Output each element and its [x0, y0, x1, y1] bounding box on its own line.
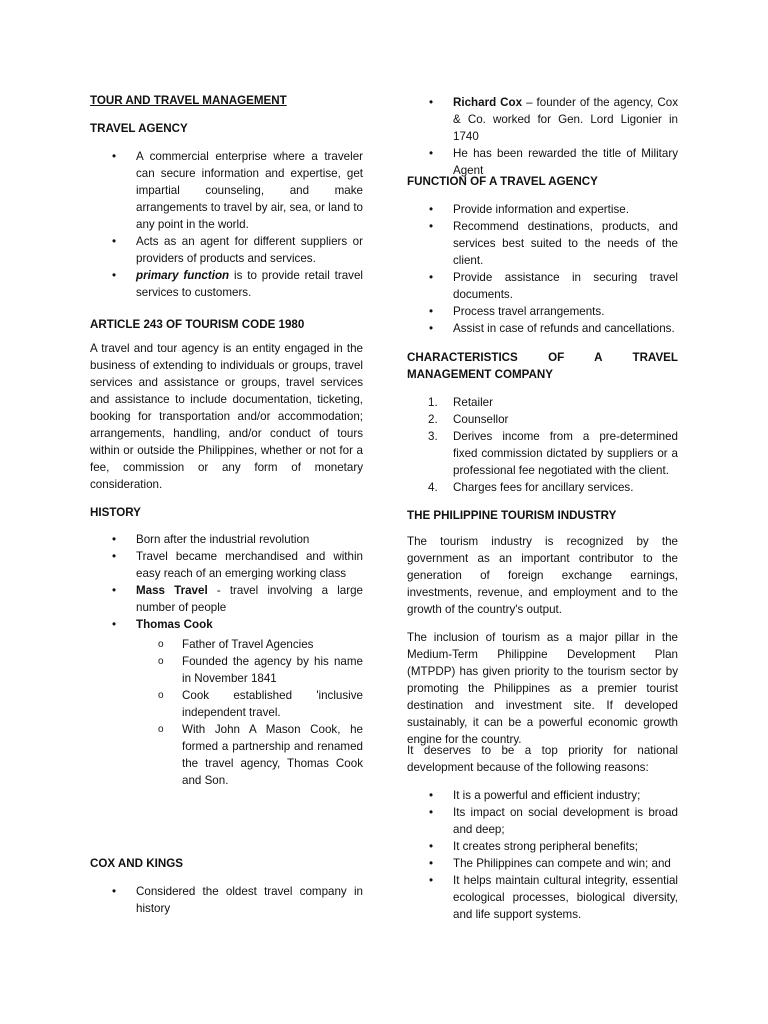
list-item: [407, 411, 678, 428]
list-item-text: Derives income from a pre-determined fixed commission dictated by suppliers or a professional fee negotiated with the client.: [453, 430, 678, 477]
list-item: [90, 616, 363, 633]
list-item: • It helps maintain cultural integrity, essential ecological processes, biological diversity, and life support systems.: [407, 872, 678, 923]
list-number: 1.: [428, 396, 438, 409]
list-number: 4.: [428, 481, 438, 494]
list-item: [407, 479, 678, 496]
list-item: [90, 267, 363, 301]
article-paragraph: A travel and tour agency is an entity engaged in the business of extending to individuals or groups, travel services and assistance or groups, travel services and assistance to include documentation, ticketing, booking for transportation and/or accommodation; arrangements, handling, and/or conduct of tours within or outside the Philippines, whether or not for a fee, commission or any form of monetary consideration.: [90, 342, 363, 491]
list-item-text: is to provide retail travel services to customers.: [136, 269, 363, 299]
list-item-text: Retailer: [453, 396, 493, 409]
sub-list-item: o With John A Mason Cook, he formed a partnership and renamed the travel agency, Thomas Cook and Son.: [136, 721, 363, 789]
sub-list-item: o Father of Travel Agencies: [136, 636, 363, 653]
list-item: • It is a powerful and efficient industry;: [407, 787, 678, 804]
cox-kings-heading: COX AND KINGS: [90, 857, 183, 870]
list-item: • Considered the oldest travel company in history: [90, 883, 363, 917]
reasons-list: [407, 787, 678, 923]
list-item: • It creates strong peripheral benefits;: [407, 838, 678, 855]
function-list: [407, 201, 678, 337]
industry-heading: THE PHILIPPINE TOURISM INDUSTRY: [407, 509, 617, 522]
list-number: 3.: [428, 430, 438, 443]
list-item-text: Counsellor: [453, 413, 509, 426]
document-title: TOUR AND TRAVEL MANAGEMENT: [90, 94, 287, 107]
list-item: • A commercial enterprise where a traveler can secure information and expertise, get impartial counseling, and make arrangements to travel by air, sea, or land to any point in the world.: [90, 148, 363, 233]
list-item: • Process travel arrangements.: [407, 303, 678, 320]
list-item: [407, 428, 678, 479]
history-heading: HISTORY: [90, 506, 141, 519]
list-item: • He has been rewarded the title of Military Agent: [407, 145, 678, 179]
article-heading: ARTICLE 243 OF TOURISM CODE 1980: [90, 318, 305, 331]
list-item: • Born after the industrial revolution: [90, 531, 363, 548]
characteristics-list: [407, 394, 678, 496]
industry-paragraph-2: The inclusion of tourism as a major pillar in the Medium-Term Philippine Development Plan (MTPDP) has given priority to the tourism sector by promoting the Philippines as a premier tourist destination and investment site. If developed sustainably, it can be a powerful economic growth engine for the country.: [407, 631, 678, 746]
travel-agency-list: [90, 148, 363, 301]
list-item-text: – founder of the agency, Cox & Co. worked for Gen. Lord Ligonier in 1740: [453, 96, 678, 143]
history-list: [90, 531, 363, 633]
list-item: • Recommend destinations, products, and services best suited to the needs of the client.: [407, 218, 678, 269]
function-heading: FUNCTION OF A TRAVEL AGENCY: [407, 175, 598, 188]
list-item: • Travel became merchandised and within easy reach of an emerging working class: [90, 548, 363, 582]
thomas-cook-sublist: [136, 636, 363, 789]
bold-term: Thomas Cook: [136, 618, 213, 631]
sub-list-item: o Founded the agency by his name in November 1841: [136, 653, 363, 687]
list-item-text: Charges fees for ancillary services.: [453, 481, 634, 494]
list-item: • The Philippines can compete and win; and: [407, 855, 678, 872]
travel-agency-heading: TRAVEL AGENCY: [90, 122, 188, 135]
list-item: • Its impact on social development is broad and deep;: [407, 804, 678, 838]
bold-term: Mass Travel: [136, 584, 208, 597]
list-item: • Provide assistance in securing travel documents.: [407, 269, 678, 303]
cox-kings-list: [90, 883, 363, 917]
list-item: [407, 94, 678, 145]
list-item: • Acts as an agent for different suppliers or providers of products and services.: [90, 233, 363, 267]
list-item: [407, 394, 678, 411]
cox-continued-list: [407, 94, 678, 179]
bold-term: primary function: [136, 269, 230, 282]
list-item: • Assist in case of refunds and cancellations.: [407, 320, 678, 337]
industry-paragraph-1: The tourism industry is recognized by the government as an important contributor to the generation of foreign exchange earnings, investments, revenue, and employment and to the growth of the country's output.: [407, 535, 678, 616]
sub-list-item: o Cook established 'inclusive independent travel.: [136, 687, 363, 721]
characteristics-heading: CHARACTERISTICS OF A TRAVEL MANAGEMENT COMPANY: [407, 351, 678, 381]
list-number: 2.: [428, 413, 438, 426]
list-item: • Provide information and expertise.: [407, 201, 678, 218]
industry-paragraph-3: It deserves to be a top priority for national development because of the following reasons:: [407, 744, 678, 774]
list-item-text: - travel involving a large number of people: [136, 584, 363, 614]
bold-term: Richard Cox: [453, 96, 523, 109]
list-item: [90, 582, 363, 616]
